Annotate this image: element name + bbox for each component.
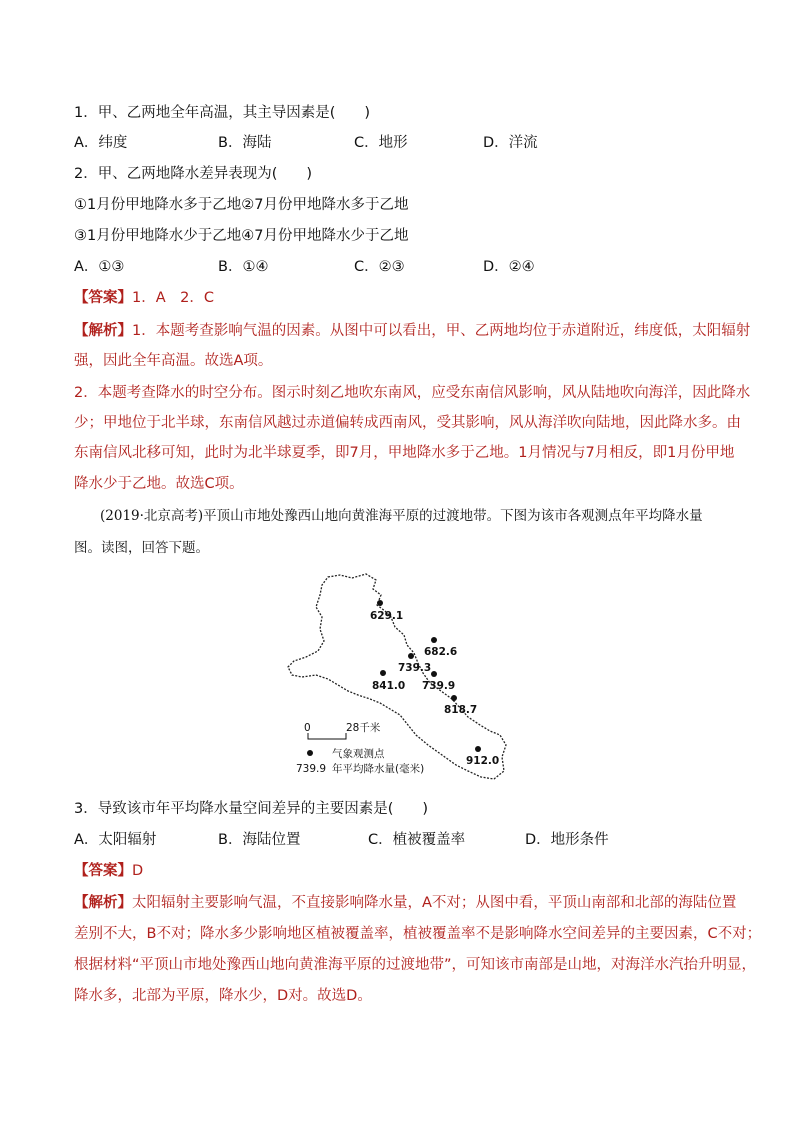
q1-option-c: C．地形 <box>354 135 408 151</box>
answer-1 <box>74 288 214 308</box>
analysis-1-text: 1．本题考查影响气温的因素。从图中可以看出，甲、乙两地均位于赤道附近，纬度低，太阳辐射 <box>132 323 751 339</box>
q2-statement-2: ③1月份甲地降水少于乙地④7月份甲地降水少于乙地 <box>74 228 409 244</box>
analysis-2-line-3: 根据材料“平顶山市地处豫西山地向黄淮海平原的过渡地带”，可知该市南部是山地，对海洋水汽抬升明显， <box>74 957 757 973</box>
q2-option-c: C．②③ <box>354 259 405 275</box>
station-value: 739.9 <box>422 680 456 692</box>
analysis-1-line-1 <box>74 321 750 341</box>
q2-option-b: B．①④ <box>218 259 269 275</box>
answer-2 <box>74 861 143 881</box>
analysis-tag: 【解析】 <box>74 323 132 339</box>
station-dot <box>431 671 437 677</box>
answer-tag: 【答案】 <box>74 863 132 879</box>
analysis-1-line-2: 强，因此全年高温。故选A项。 <box>74 353 273 369</box>
q3-option-a: A．太阳辐射 <box>74 832 157 848</box>
analysis-2-line-1 <box>74 893 736 913</box>
q2-statement-1: ①1月份甲地降水多于乙地②7月份甲地降水多于乙地 <box>74 197 409 213</box>
legend-label-station: 气象观测点 <box>332 748 385 760</box>
station-dot <box>451 695 457 701</box>
station-value: 841.0 <box>372 680 406 692</box>
legend-label-precip: 年平均降水量(毫米) <box>332 763 425 775</box>
q3-option-c: C．植被覆盖率 <box>368 832 466 848</box>
legend <box>296 747 424 775</box>
q3-option-b: B．海陆位置 <box>218 832 301 848</box>
q1-option-a: A．纬度 <box>74 135 128 151</box>
material-intro-line-1: (2019·北京高考)平顶山市地处豫西山地向黄淮海平原的过渡地带。下图为该市各观测点年平均降水量 <box>100 508 703 524</box>
station-dot <box>475 746 481 752</box>
analysis-1-line-4: 少；甲地位于北半球，东南信风越过赤道偏转成西南风，受其影响，风从海洋吹向陆地，因此降水多。由 <box>74 415 741 431</box>
city-boundary <box>288 574 506 779</box>
station-dot <box>408 653 414 659</box>
station-dot <box>377 600 383 606</box>
analysis-tag: 【解析】 <box>74 895 132 911</box>
station-value: 629.1 <box>370 610 404 622</box>
q2-stem: 2．甲、乙两地降水差异表现为( ) <box>74 166 313 182</box>
station-value: 739.3 <box>398 662 432 674</box>
q1-option-b: B．海陆 <box>218 135 272 151</box>
analysis-1-line-5: 东南信风北移可知，此时为北半球夏季，即7月，甲地降水多于乙地。1月情况与7月相反，即1月份甲地 <box>74 445 735 461</box>
precipitation-map <box>280 565 520 783</box>
station-value: 818.7 <box>444 704 478 716</box>
scale-distance: 28千米 <box>346 722 381 734</box>
scale-bar <box>304 721 381 739</box>
answer-text: D <box>132 863 144 879</box>
q3-option-d: D．地形条件 <box>525 832 609 848</box>
scale-zero: 0 <box>304 722 311 734</box>
material-intro-line-2: 图。读图，回答下题。 <box>74 540 209 556</box>
station-dot <box>380 670 386 676</box>
answer-tag: 【答案】 <box>74 290 132 306</box>
q1-stem: 1．甲、乙两地全年高温，其主导因素是( ) <box>74 105 371 121</box>
station-markers <box>370 600 499 767</box>
q1-option-d: D．洋流 <box>483 135 538 151</box>
station-dot <box>431 637 437 643</box>
analysis-2-line-2: 差别不大，B不对；降水多少影响地区植被覆盖率，植被覆盖率不是影响降水空间差异的主要因素，C不对； <box>74 926 762 942</box>
analysis-2-text: 太阳辐射主要影响气温，不直接影响降水量，A不对；从图中看，平顶山南部和北部的海陆位置 <box>132 895 737 911</box>
legend-dot <box>307 750 313 756</box>
analysis-2-line-4: 降水多，北部为平原，降水少，D对。故选D。 <box>74 988 372 1004</box>
q3-stem: 3．导致该市年平均降水量空间差异的主要因素是( ) <box>74 801 429 817</box>
q2-option-d: D．②④ <box>483 259 535 275</box>
q2-option-a: A．①③ <box>74 259 125 275</box>
answer-text: 1．A 2．C <box>132 290 214 306</box>
station-value: 682.6 <box>424 646 458 658</box>
analysis-1-line-6: 降水少于乙地。故选C项。 <box>74 476 244 492</box>
analysis-1-line-3: 2．本题考查降水的时空分布。图示时刻乙地吹东南风，应受东南信风影响，风从陆地吹向海洋，因此降水 <box>74 385 751 401</box>
legend-sample-value: 739.9 <box>296 763 327 775</box>
station-value: 912.0 <box>466 755 500 767</box>
